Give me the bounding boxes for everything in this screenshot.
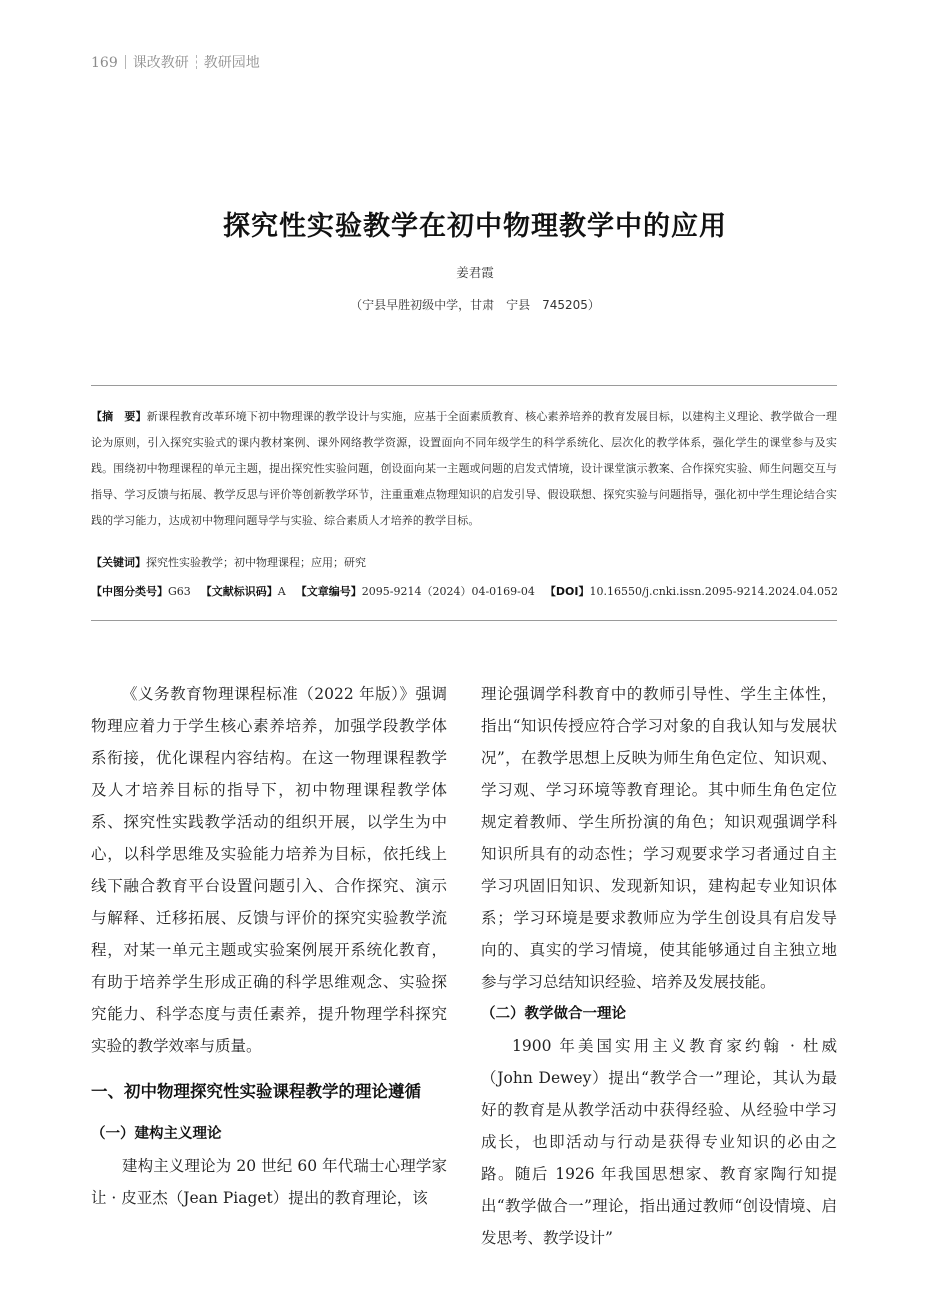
header-section: 课改教研 <box>132 55 189 71</box>
clc-value: G63 <box>168 585 191 598</box>
keywords <box>91 551 837 575</box>
clc-label: 【中图分类号】 <box>91 585 168 598</box>
abstract-text: 新课程教育改革环境下初中物理课的教学设计与实施，应基于全面素质教育、核心素养培养的教育发展目标，以建构主义理论、教学做合一理论为原则，引入探究实验式的课内教材案例、课外网络教学资源，设置面向不同年级学生的科学系统化、层次化的教学体系，强化学生的课堂参与及实践。围绕初中物理课程的单元主题，提出探究性实验问题，创设面向某一主题或问题的启发式情境，设计课堂演示教案、合作探究实验、师生问题交互与指导、学习反馈与拓展、教学反思与评价等创新教学环节，注重重难点物理知识的启发引导、假设联想、探究实验与问题指导，强化初中学生理论结合实践的学习能力，达成初中物理问题导学与实验、综合素质人才培养的教学目标。 <box>91 410 838 527</box>
subsection-heading-2: （二）教学做合一理论 <box>481 1006 626 1022</box>
document-code <box>201 585 286 598</box>
document-code-value: A <box>277 585 286 598</box>
doi-label: 【DOI】 <box>544 585 590 598</box>
article-number <box>296 585 535 598</box>
article-title: 探究性实验教学在初中物理教学中的应用 <box>223 211 727 242</box>
constructivism-paragraph-continued: 理论强调学科教育中的教师引导性、学生主体性，指出“知识传授应符合学习对象的自我认知与发展状况”，在教学思想上反映为师生角色定位、知识观、学习观、学习环境等教育理论。其中师生角色定位规定着教师、学生所扮演的角色；知识观强调学科知识所具有的动态性；学习观要求学习者通过自主学习巩固旧知识、发现新知识，建构起专业知识体系；学习环境是要求教师应为学生创设具有启发导向的、真实的学习情境，使其能够通过自主独立地参与学习总结知识经验、培养及发展技能。 <box>481 685 837 991</box>
keywords-label: 【关键词】 <box>91 556 146 569</box>
keywords-text: 探究性实验教学；初中物理课程；应用；研究 <box>146 556 366 569</box>
section-heading-1: 一、初中物理探究性实验课程教学的理论遵循 <box>91 1082 421 1101</box>
page-number: 169 <box>91 55 118 71</box>
right-column <box>481 678 837 1254</box>
author-affiliation: （宁县早胜初级中学，甘肃 宁县 745205） <box>350 298 600 312</box>
doi <box>545 585 838 598</box>
document-code-label: 【文献标识码】 <box>200 585 278 598</box>
running-header <box>91 52 260 72</box>
intro-paragraph: 《义务教育物理课程标准（2022 年版）》强调物理应着力于学生核心素养培养，加强学段教学体系衔接，优化课程内容结构。在这一物理课程教学及人才培养目标的指导下，初中物理课程教学体系、探究性实践教学活动的组织开展，以学生为中心，以科学思维及实验能力培养为目标，依托线上线下融合教育平台设置问题引入、合作探究、演示与解释、迁移拓展、反馈与评价的探究实验教学流程，对某一单元主题或实验案例展开系统化教育，有助于培养学生形成正确的科学思维观念、实验探究能力、科学态度与责任素养，提升物理学科探究实验的教学效率与质量。 <box>91 685 447 1055</box>
header-subsection: 教研园地 <box>203 55 260 71</box>
subsection-heading-1: （一）建构主义理论 <box>91 1126 222 1142</box>
constructivism-paragraph: 建构主义理论为 20 世纪 60 年代瑞士心理学家让 · 皮亚杰（Jean Piaget）提出的教育理论，该 <box>91 1157 447 1207</box>
classification-line <box>91 580 837 604</box>
clc-number <box>91 585 191 598</box>
left-column <box>91 678 447 1214</box>
top-divider <box>91 385 837 386</box>
header-dashed-divider <box>196 55 197 69</box>
teach-learn-do-paragraph: 1900 年美国实用主义教育家约翰 · 杜威（John Dewey）提出“教学合一”理论，其认为最好的教育是从教学活动中获得经验、从经验中学习成长，也即活动与行动是获得专业知识的必由之路。随后 1926 年我国思想家、教育家陶行知提出“教学做合一”理论，指出通过教师“创设情境、启发思考、教学设计” <box>481 1037 837 1247</box>
article-number-label: 【文章编号】 <box>295 585 362 598</box>
article-number-value: 2095-9214（2024）04-0169-04 <box>361 585 535 598</box>
header-divider <box>125 55 126 69</box>
bottom-divider <box>91 620 837 621</box>
article-author: 姜君霞 <box>456 265 494 280</box>
abstract <box>91 404 837 534</box>
abstract-label: 【摘 要】 <box>91 410 147 423</box>
doi-value: 10.16550/j.cnki.issn.2095-9214.2024.04.052 <box>589 585 839 598</box>
